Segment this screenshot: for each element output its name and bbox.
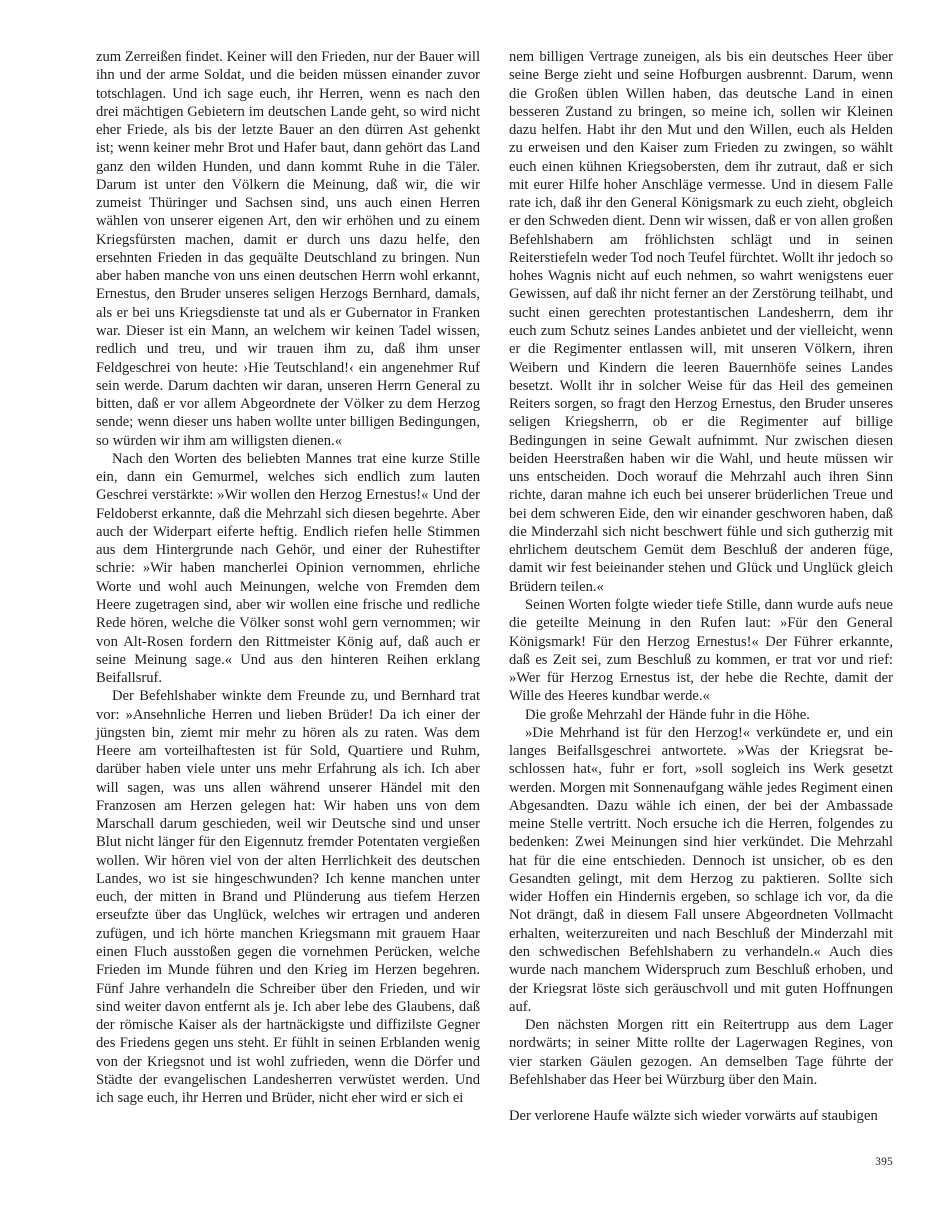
paragraph: Die große Mehrzahl der Hände fuhr in die Höhe. bbox=[525, 706, 810, 723]
right-text-column bbox=[509, 48, 893, 1125]
paragraph: Der verlorene Haufe wälzte sich wieder vorwärts auf staubigen bbox=[509, 1108, 878, 1125]
paragraph: nem billigen Vertrage zuneigen, als bis ein deutsches Heer über seine Berge zieht und seine Hofburgen ausbrennt. Darum, wenn die Großen üblen Willen haben, das deutsche Land in einen besseren Zustand zu bringen, so meine ich, sollen wir Kleinen dazu helfen. Habt ihr den Mut und den Willen, euch als Helden zu erweisen und den Kaiser zum Frieden zu zwingen, so wählt euch einen kühnen Kriegsobersten, dem ihr zutraut, daß er sich mit eurer Hilfe hoher Anschläge vermesse. Und in diesem Falle rate ich, daß ihr den General Königsmark zu euch zieht, obgleich er den Schweden dient. Denn wir wissen, daß er von allen großen Befehlshabern am fröhlichsten schlägt und in seinen Reiterstiefeln weder Tod noch Teufel fürchtet. Wollt ihr jedoch so hohes Wagnis nicht auf euch nehmen, so wahrt wenigstens euer Gewissen, auf daß ihr nicht ferner an der Zerstörung teilhabt, und sucht einen gerechten protestantischen Landesherrn, dem ihr euch zum Schutz seines Landes anbietet und der vielleicht, wenn er die Regimenter entlassen will, mit unseren Völkern, ihren Weibern und Kindern die leeren Bauernhöfe seines Landes besetzt. Wollt ihr in solcher Weise für das Heil des gemeinen Reiters sorgen, so fragt den Herzog Ernestus, den Bruder unseres seligen Kriegsherrn, ob er die Regimenter auf billige Bedingungen in seine Gewalt aufnimmt. Nur zwischen diesen beiden Heerstraßen haben wir die Wahl, und heute müssen wir uns entscheiden. Doch worauf die Mehrzahl auch ihren Sinn richte, daran mahne ich euch bei unserer brüderlichen Treue und bei dem schweren Eide, den wir einander geschworen haben, daß die Minderzahl sich nicht beschwert fühle und sich gutherzig mit ehrlichem deutschem Gemüt dem Beschluß der anderen füge, damit wir fest beieinander stehen und Glück und Unglück gleich Brüdern teilen.« bbox=[509, 49, 893, 595]
paragraph: Der Befehlshaber winkte dem Freunde zu, und Bernhard trat vor: »Ansehnliche Herren und lieben Brüder! Da ich einer der jüngsten bin, ziemt mir mehr zu hören als zu raten. Was dem Heere am vorteilhaftesten ist für Sold, Quartiere und Ruhm, darüber haben viele unter uns mehr Erfahrung als ich. Ich aber will sagen, was uns allen während unserer Händel mit den Franzosen am Herzen gelegen hat: Wir haben uns von dem Marschall darum geschieden, weil wir Deutsche sind und unser Blut nicht länger für den Eigennutz fremder Potentaten vergießen wollen. Wir hören viel von der alten Herrlichkeit des deutschen Landes, wo ist sie hingeschwunden? Ich kenne manchen unter euch, der mitten in Brand und Plünderung aus tiefem Herzen erseufzte über das Unglück, welches wir ertragen und anderen zufügen, und ich hörte manchen Kriegsmann mit grauem Haar einen Fluch ausstoßen gegen die vornehmen Perücken, welche Frieden im Munde führen und den Krieg im Herzen begehren. Fünf Jahre verhandeln die Schreiber über den Frieden, und wir sind weiter davon entfernt als je. Ich aber lebe des Glaubens, daß der römische Kaiser als der hartnäckigste und diffizilste Gegner des Friedens gegen uns steht. Er fühlt in seinen Erblanden wenig von der Kriegsnot und ist wohl zufrieden, wenn die Dörfer und Städte der evangelischen Landesherren verwüstet werden. Und ich sage euch, ihr Herren und Brüder, nicht eher wird er sich ei bbox=[96, 688, 480, 1107]
left-text-column bbox=[96, 48, 480, 1107]
page-number: 395 bbox=[875, 1156, 893, 1168]
paragraph: Seinen Worten folgte wieder tiefe Stille, dann wurde aufs neue die geteilte Meinung in den Rufen laut: »Für den General Königsmark! Für den Herzog Ernestus!« Der Führer erkannte, daß es Zeit sei, zum Beschluß zu kommen, er trat vor und rief: »Wer für Herzog Ernestus ist, der hebe die Rechte, damit der Wille des Heeres kundbar werde.« bbox=[509, 596, 893, 705]
paragraph: Den nächsten Morgen ritt ein Reitertrupp aus dem Lager nordwärts; in seiner Mitte rollte der Lagerwagen Regines, von vier starken Gäulen gezogen. An demselben Tage führte der Befehlshaber das Heer bei Würzburg über den Main. bbox=[509, 1017, 893, 1088]
paragraph: Nach den Worten des beliebten Mannes trat eine kurze Stille ein, dann ein Gemurmel, welches sich endlich zum lauten Geschrei verstärkte: »Wir wollen den Herzog Ernestus!« Und der Feldoberst erkannte, daß die Mehrzahl sich diesen begehrte. Aber auch der Widerpart eiferte heftig. Endlich riefen helle Stimmen aus dem Hintergrunde nach Gehör, und einer der Ruhestifter schrie: »Wir haben mancherlei Opinion vernommen, ehrliche Worte und wohl auch Meinungen, welche von Fremden dem Heere zugetragen sind, aber wir wollen eine frische und redliche Rede hören, welche die Völker sonst wohl gern vernommen; wir von Alt-Rosen fordern den Rittmeister König auf, daß auch er seine Meinung sage.« Und aus den hinteren Reihen erklang Beifallsruf. bbox=[96, 450, 480, 687]
paragraph: zum Zerreißen findet. Keiner will den Frieden, nur der Bauer will ihn und der arme Soldat, und die beiden müssen einander zuvor totschlagen. Und ich sage euch, ihr Herren, wenn es nach den drei mächtigen Gebietern im deutschen Lande geht, so wird nicht eher Friede, als bis der letzte Bauer an den dürren Ast gehenkt ist; wenn keiner mehr Brot und Hafer baut, dann gehört das Land ganz den wilden Hunden, und dann kommt Ruhe in die Täler. Darum ist unter den Völkern die Meinung, daß wir, die wir zumeist Thüringer und Sachsen sind, uns auch einen Herren wählen von unserer eigenen Art, den wir erhöhen und zu einem Kriegsfürsten machen, damit er durch uns dazu helfe, den ersehnten Frieden in das gequälte Deutschland zu bringen. Nun aber haben manche von uns einen deutschen Herrn wohl erkannt, Ernestus, den Bruder unseres seligen Herzogs Bernhard, damals, als er bei uns Kriegsdienste tat und als er Gubernator in Franken war. Dieser ist ein Mann, an welchem wir keinen Tadel wissen, redlich und treu, und wir trauen ihm zu, daß ihm unser Feldgeschrei von heute: ›Hie Teutschland!‹ ein angenehmer Ruf sein werde. Darum dachten wir daran, unseren Herrn General zu bitten, daß er vor allem Abgeordnete der Völker zu dem Herzog sende; wenn dieser uns haben wollte unter billigen Bedingungen, so würden wir ihm am willigsten dienen.« bbox=[96, 49, 480, 449]
paragraph: »Die Mehrhand ist für den Herzog!« verkündete er, und ein langes Beifallsgeschrei antwortete. »Was der Kriegsrat beschlossen hat«, fuhr er fort, »soll sogleich ins Werk gesetzt werden. Morgen mit Sonnenaufgang wähle jedes Regiment einen Abgesandten. Dazu wähle ich einen, der bei der Ambassade meine Stelle vertritt. Noch ersuche ich die Herren, folgendes zu bedenken: Zwei Meinungen sind hier verkündet. Die Mehrzahl hat für die eine entschieden. Dennoch ist unsicher, ob es den Gesandten gelingt, mit dem Herzog zu paktieren. Sollte sich wider Hoffen ein Hindernis ergeben, so schlage ich vor, da die Not drängt, daß in diesem Fall unsere Abgeordneten Vollmacht erhalten, weiterzureiten und nach Beschluß der Minderzahl mit den schwedischen Befehlshabern zu verhandeln.« Auch dies wurde nach manchem Widerspruch zum Beschluß erhoben, und der Kriegsrat löste sich geräuschvoll und mit guten Hoffnungen auf. bbox=[509, 724, 893, 1015]
